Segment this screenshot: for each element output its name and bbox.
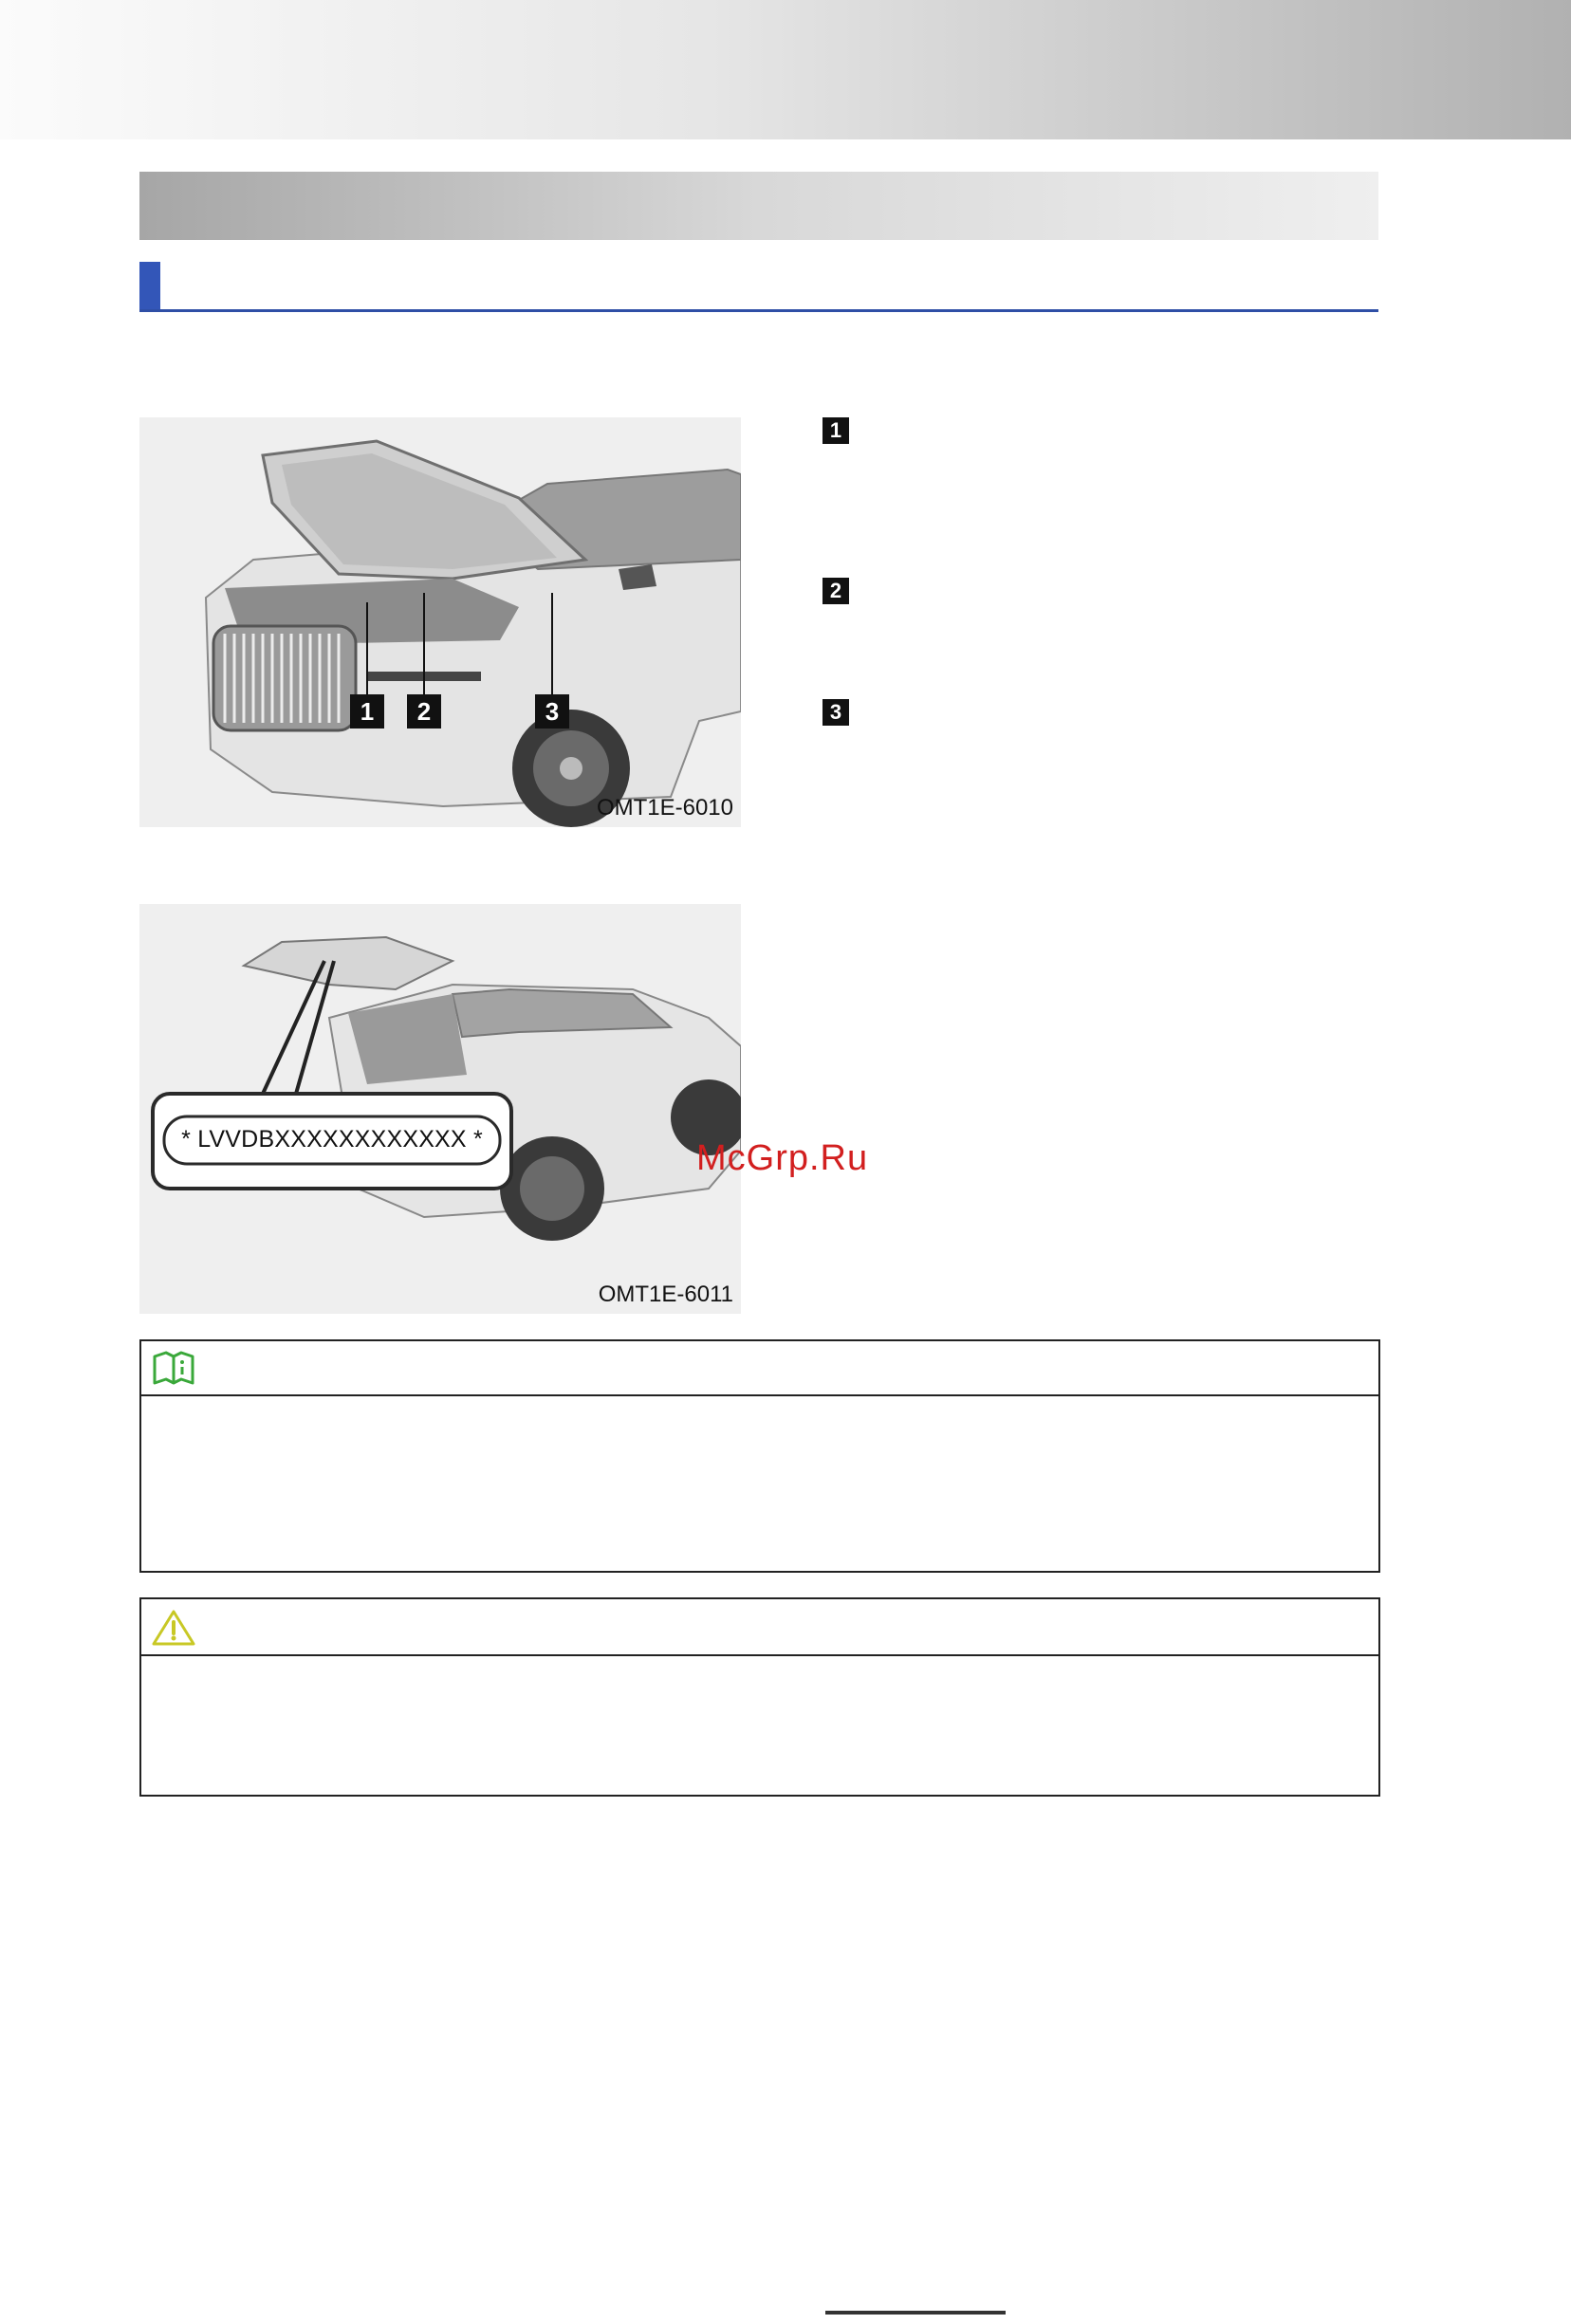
page-header-band [0, 0, 1571, 139]
list-marker-2: 2 [822, 578, 849, 604]
vin-number-text [164, 1126, 500, 1153]
warning-box-header [141, 1599, 1378, 1656]
callout-1: 1 [350, 694, 384, 729]
vin-star-left: * [181, 1126, 192, 1153]
callout-2: 2 [407, 694, 441, 729]
warning-triangle-icon [151, 1609, 196, 1651]
figure-code: OMT1E-6011 [598, 1282, 733, 1307]
subsection-marker [139, 262, 160, 309]
car-hood-open-illustration [139, 417, 741, 827]
section-title-bar [139, 172, 1378, 240]
car-tailgate-open-illustration [139, 904, 741, 1314]
vin-star-right: * [472, 1126, 483, 1153]
subsection-heading [139, 262, 1378, 312]
vin-value: LVVDBXXXXXXXXXXXX [197, 1126, 467, 1153]
list-marker-3: 3 [822, 699, 849, 726]
list-marker-1: 1 [822, 417, 849, 444]
book-info-icon [151, 1349, 196, 1392]
note-box [139, 1339, 1380, 1573]
watermark: McGrp.Ru [696, 1138, 869, 1178]
vin-location-figure [139, 904, 741, 1314]
engine-compartment-figure [139, 417, 741, 827]
note-box-header [141, 1341, 1378, 1396]
page-footer-mark [825, 2311, 1006, 2315]
warning-box [139, 1597, 1380, 1797]
figure-code: OMT1E-6010 [596, 795, 733, 821]
callout-3: 3 [535, 694, 569, 729]
